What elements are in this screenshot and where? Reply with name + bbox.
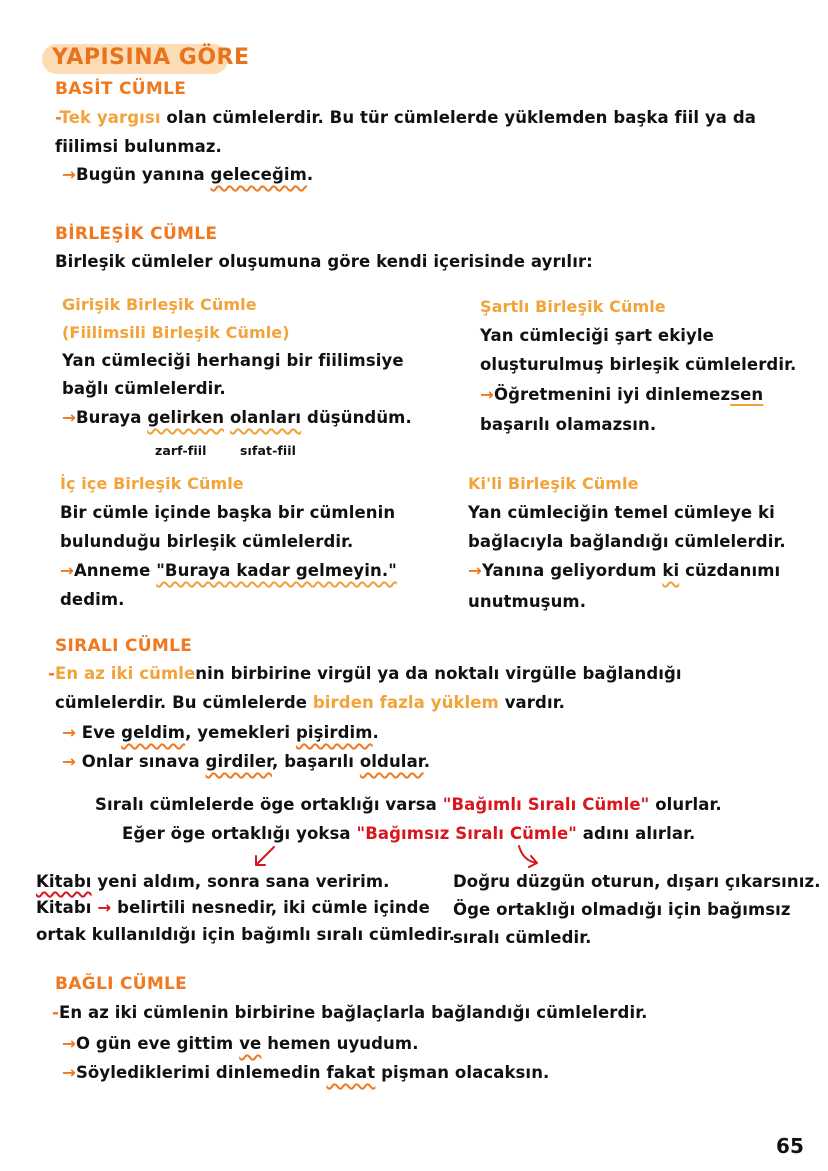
arrow-icon: →	[468, 561, 482, 580]
bagimli-explanation-1: Kitabı → belirtili nesnedir, iki cümle içinde	[36, 898, 430, 917]
icice-def-line1: Bir cümle içinde başka bir cümlenin	[60, 503, 396, 522]
basit-definition-line1: -Tek yargısı olan cümlelerdir. Bu tür cümlelerde yüklemden başka fiil ya da	[55, 108, 757, 127]
bagli-heading: BAĞLI CÜMLE	[55, 974, 188, 994]
basit-example: →Bugün yanına geleceğim.	[62, 165, 314, 184]
sartli-def-line1: Yan cümleciği şart ekiyle	[480, 326, 714, 345]
label-zarf-fiil: zarf-fiil	[155, 443, 207, 458]
icice-example: →Anneme "Buraya kadar gelmeyin."	[60, 561, 397, 580]
kili-def-line2: bağlacıyla bağlandığı cümlelerdir.	[468, 532, 786, 551]
icice-title: İç içe Birleşik Cümle	[60, 474, 244, 493]
girisik-subtitle: (Fiilimsili Birleşik Cümle)	[62, 323, 290, 342]
bagli-example-1: →O gün eve gittim ve hemen uyudum.	[62, 1034, 419, 1053]
sartli-def-line2: oluşturulmuş birleşik cümlelerdir.	[480, 355, 797, 374]
bagli-definition: -En az iki cümlenin birbirine bağlaçlarla bağlandığı cümlelerdir.	[52, 1003, 648, 1022]
dash-arrow-icon: -	[48, 664, 55, 683]
dash-arrow-icon: -	[55, 108, 60, 127]
bagimsiz-explanation-1: Öge ortaklığı olmadığı için bağımsız	[453, 900, 791, 919]
bagli-example-2: →Söylediklerimi dinlemedin fakat pişman olacaksın.	[62, 1063, 550, 1082]
bagimli-explanation-2: ortak kullanıldığı için bağımlı sıralı cümledir.	[36, 925, 456, 944]
arrow-icon: →	[480, 385, 494, 404]
sartli-example: →Öğretmenini iyi dinlemezsen	[480, 385, 764, 404]
sirali-note-1: Sıralı cümlelerde öge ortaklığı varsa "Bağımlı Sıralı Cümle" olurlar.	[95, 795, 722, 814]
basit-highlight: Tek yargısı	[59, 108, 161, 127]
kili-example-line2: unutmuşum.	[468, 592, 587, 611]
kili-title: Ki'li Birleşik Cümle	[468, 474, 639, 493]
kili-example: →Yanına geliyordum ki cüzdanımı	[468, 561, 781, 580]
birlesik-intro: Birleşik cümleler oluşumuna göre kendi içerisinde ayrılır:	[55, 252, 593, 271]
sartli-title: Şartlı Birleşik Cümle	[480, 297, 666, 316]
kili-def-line1: Yan cümleciğin temel cümleye ki	[468, 503, 775, 522]
girisik-example: →Buraya gelirken olanları düşündüm.	[62, 408, 412, 427]
basit-heading: BASİT CÜMLE	[55, 79, 187, 99]
label-sifat-fiil: sıfat-fiil	[240, 443, 297, 458]
arrow-icon: →	[62, 408, 76, 427]
bagimli-example: Kitabı yeni aldım, sonra sana veririm.	[36, 872, 390, 891]
arrow-icon: →	[60, 561, 74, 580]
sirali-note-2: Eğer öge ortaklığı yoksa "Bağımsız Sıralı Cümle" adını alırlar.	[122, 824, 696, 843]
sirali-def-line2: cümlelerdir. Bu cümlelerde birden fazla yüklem vardır.	[55, 693, 565, 712]
arrow-curved-down-icon	[515, 843, 545, 869]
arrow-icon: →	[62, 752, 76, 771]
basit-definition-line2: fiilimsi bulunmaz.	[55, 137, 222, 156]
bagimsiz-explanation-2: sıralı cümledir.	[453, 928, 592, 947]
arrow-icon: →	[62, 165, 76, 184]
dash-arrow-icon: -	[52, 1003, 59, 1022]
sirali-example-1: → Eve geldim, yemekleri pişirdim.	[62, 723, 379, 742]
birlesik-heading: BİRLEŞİK CÜMLE	[55, 224, 218, 244]
sirali-example-2: → Onlar sınava girdiler, başarılı oldular.	[62, 752, 431, 771]
icice-example-line2: dedim.	[60, 590, 125, 609]
icice-def-line2: bulunduğu birleşik cümlelerdir.	[60, 532, 354, 551]
arrow-icon: →	[62, 1034, 76, 1053]
bagimsiz-example: Doğru düzgün oturun, dışarı çıkarsınız.	[453, 872, 821, 891]
sirali-heading: SIRALI CÜMLE	[55, 636, 193, 656]
arrow-icon: →	[62, 723, 76, 742]
girisik-title: Girişik Birleşik Cümle	[62, 295, 257, 314]
arrow-icon: →	[62, 1063, 76, 1082]
girisik-def-line1: Yan cümleciği herhangi bir fiilimsiye	[62, 351, 404, 370]
sartli-example-line2: başarılı olamazsın.	[480, 415, 657, 434]
arrow-icon: →	[97, 898, 112, 917]
girisik-def-line2: bağlı cümlelerdir.	[62, 379, 226, 398]
arrow-down-left-icon	[250, 845, 280, 869]
page-title: YAPISINA GÖRE	[52, 45, 250, 70]
page-number: 65	[776, 1134, 805, 1158]
sirali-def-line1: -En az iki cümlenin birbirine virgül ya da noktalı virgülle bağlandığı	[48, 664, 682, 683]
